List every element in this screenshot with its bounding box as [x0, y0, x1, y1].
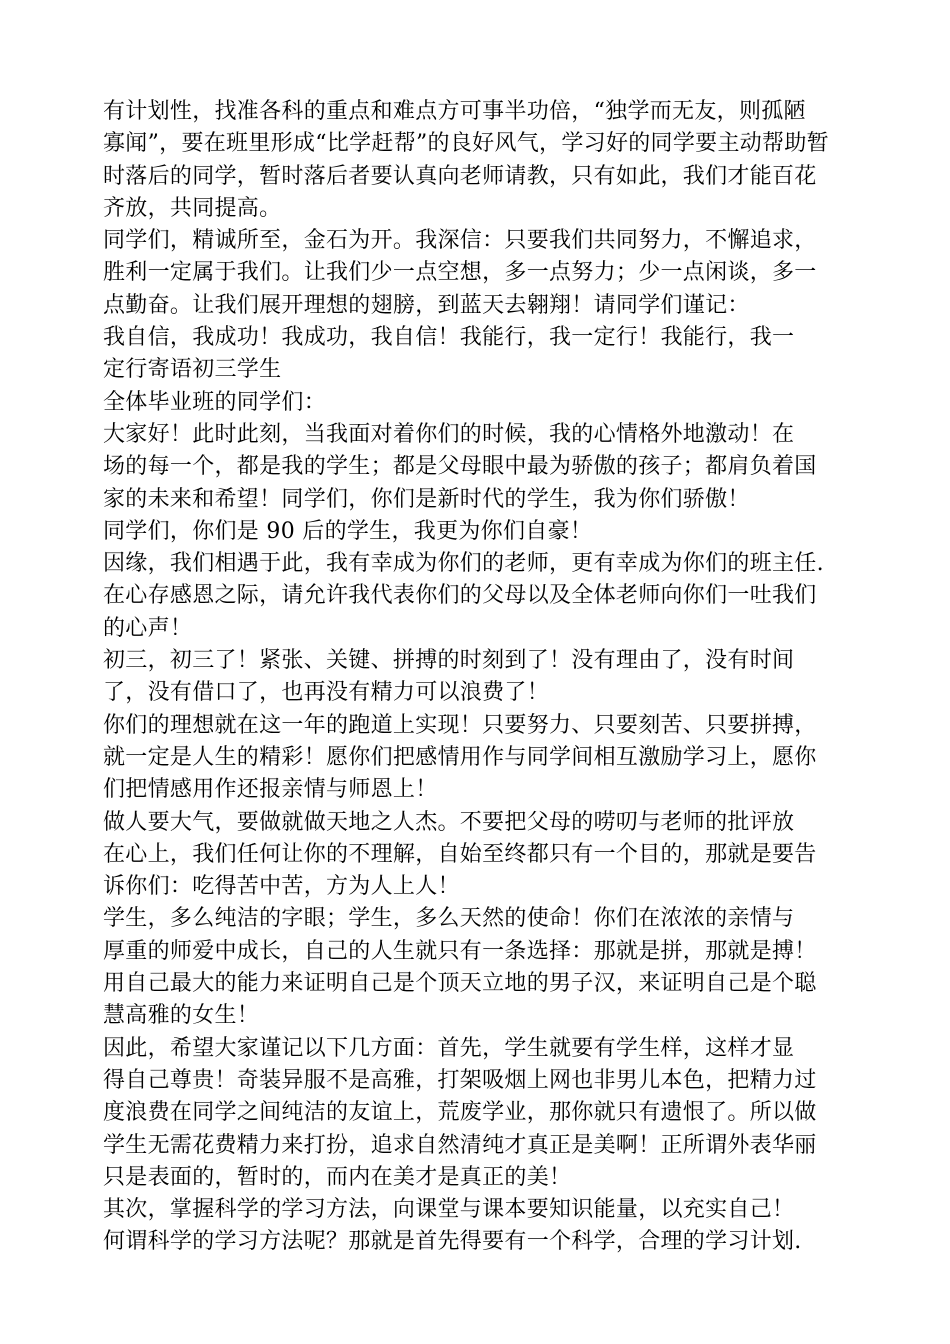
text-line: 因此，希望大家谨记以下几方面：首先，学生就要有学生样，这样才显 [103, 1035, 795, 1061]
text-line: 学生，多么纯洁的字眼；学生，多么天然的使命！你们在浓浓的亲情与 [103, 906, 795, 932]
text-line: 慧高雅的女生！ [103, 1003, 260, 1029]
text-line: 的心声！ [103, 615, 193, 641]
text-line: 只是表面的，暂时的，而内在美才是真正的美！ [103, 1164, 572, 1190]
text-line: 同学们，精诚所至，金石为开。我深信：只要我们共同努力，不懈追求， [103, 228, 817, 254]
text-line: 齐放，共同提高。 [103, 195, 282, 221]
text-line: 在心上，我们任何让你的不理解，自始至终都只有一个目的，那就是要告 [103, 841, 817, 867]
text-line: 其次，掌握科学的学习方法，向课堂与课本要知识能量，以充实自己！ [103, 1197, 795, 1223]
text-line: 大家好！此时此刻，当我面对着你们的时候，我的心情格外地激动！在 [103, 421, 795, 447]
text-line: 全体毕业班的同学们： [103, 389, 327, 415]
text-line: 你们的理想就在这一年的跑道上实现！只要努力、只要刻苦、只要拼搏， [103, 712, 817, 738]
text-line: 家的未来和希望！同学们，你们是新时代的学生，我为你们骄傲！ [103, 486, 750, 512]
text-line: 在心存感恩之际，请允许我代表你们的父母以及全体老师向你们一吐我们 [103, 583, 817, 609]
text-line: 因缘，我们相遇于此，我有幸成为你们的老师，更有幸成为你们的班主任. [103, 551, 824, 577]
document-body [103, 96, 863, 1259]
text-line: 胜利一定属于我们。让我们少一点空想，多一点努力；少一点闲谈，多一 [103, 260, 817, 286]
text-line: 点勤奋。让我们展开理想的翅膀，到蓝天去翱翔！请同学们谨记： [103, 292, 750, 318]
text-line: 度浪费在同学之间纯洁的友谊上，荒废学业，那你就只有遗恨了。所以做 [103, 1100, 817, 1126]
text-line: 定行寄语初三学生 [103, 357, 282, 383]
text-line: 寡闻”，要在班里形成“比学赶帮”的良好风气，学习好的同学要主动帮助暂 [103, 131, 829, 157]
text-line: 做人要大气，要做就做天地之人杰。不要把父母的唠叨与老师的批评放 [103, 809, 795, 835]
text-line: 厚重的师爱中成长，自己的人生就只有一条选择：那就是拼，那就是搏！ [103, 938, 817, 964]
text-line: 用自己最大的能力来证明自己是个顶天立地的男子汉，来证明自己是个聪 [103, 971, 817, 997]
text-line: 场的每一个，都是我的学生；都是父母眼中最为骄傲的孩子；都肩负着国 [103, 454, 817, 480]
text-line: 们把情感用作还报亲情与师恩上！ [103, 777, 438, 803]
text-line: 就一定是人生的精彩！愿你们把感情用作与同学间相互激励学习上，愿你 [103, 744, 817, 770]
text-line: 时落后的同学，暂时落后者要认真向老师请教，只有如此，我们才能百花 [103, 163, 817, 189]
text-line: 得自己尊贵！奇装异服不是高雅，打架吸烟上网也非男儿本色，把精力过 [103, 1067, 817, 1093]
text-line: 学生无需花费精力来打扮，追求自然清纯才真正是美啊！正所谓外表华丽 [103, 1132, 817, 1158]
text-line: 初三，初三了！紧张、关键、拼搏的时刻到了！没有理由了，没有时间 [103, 648, 795, 674]
text-line: 诉你们：吃得苦中苦，方为人上人！ [103, 874, 460, 900]
text-line: 同学们，你们是 90 后的学生，我更为你们自豪！ [103, 518, 593, 544]
text-line: 何谓科学的学习方法呢？那就是首先得要有一个科学，合理的学习计划. [103, 1229, 802, 1255]
text-line: 有计划性，找准各科的重点和难点方可事半功倍，“独学而无友，则孤陋 [103, 99, 806, 124]
text-line: 我自信，我成功！我成功，我自信！我能行，我一定行！我能行，我一 [103, 325, 795, 351]
text-line: 了，没有借口了，也再没有精力可以浪费了！ [103, 680, 550, 706]
